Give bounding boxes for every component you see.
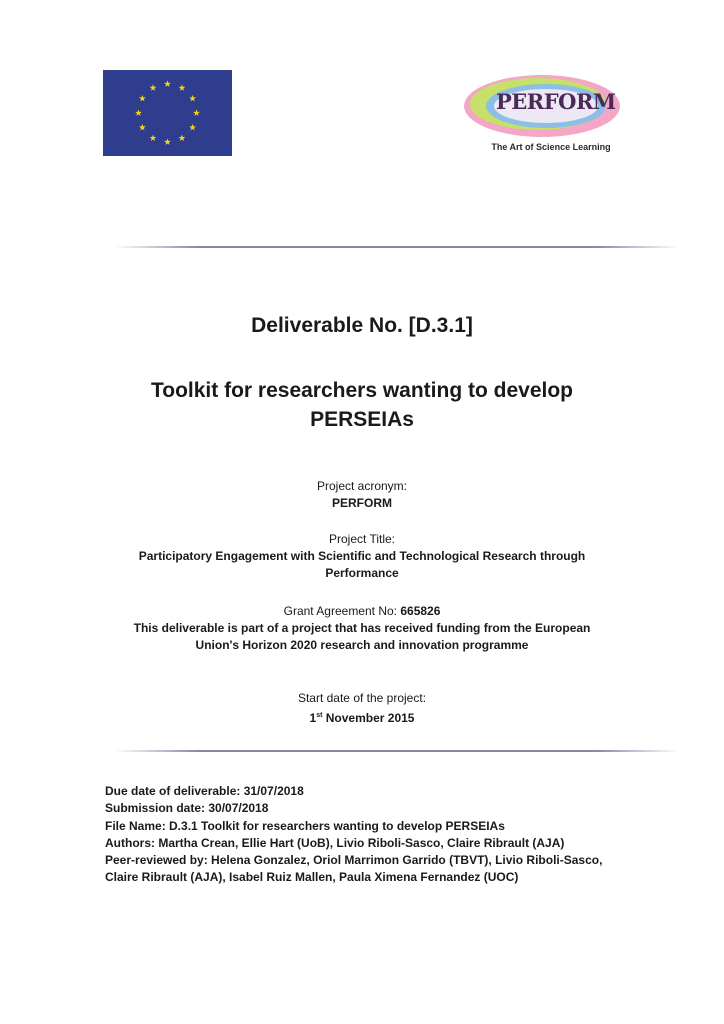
eu-flag — [103, 70, 232, 156]
file-name: File Name: D.3.1 Toolkit for researchers wanting to develop PERSEIAs — [105, 818, 505, 833]
project-title-line2: Performance — [325, 566, 399, 580]
start-date-value — [60, 707, 664, 727]
eu-flag-image — [103, 70, 232, 156]
project-acronym — [60, 478, 664, 512]
start-day-suffix: st — [316, 712, 323, 719]
start-date-label: Start date of the project: — [297, 691, 427, 705]
due-date: Due date of deliverable: 31/07/2018 — [105, 784, 304, 798]
grant-line — [60, 603, 664, 620]
reviewers-line1: Peer-reviewed by: Helena Gonzalez, Oriol Marrimon Garrido (TBVT), Livio Riboli-Sasco, — [105, 853, 603, 868]
logo-wordmark: PERFORM — [496, 89, 616, 114]
project-acronym-value: PERFORM — [332, 496, 392, 510]
reviewers-line2: Claire Ribrault (AJA), Isabel Ruiz Mallen, Paula Ximena Fernandez (UOC) — [105, 870, 519, 885]
start-month-year: November 2015 — [325, 711, 415, 725]
top-divider — [114, 246, 680, 248]
project-title-line1: Participatory Engagement with Scientific and Technological Research through — [138, 549, 586, 563]
bottom-divider — [114, 750, 680, 752]
perform-logo — [462, 72, 624, 156]
project-title-label: Project Title: — [328, 532, 396, 546]
project-title — [60, 531, 664, 582]
grant-label: Grant Agreement No: — [283, 604, 397, 618]
document-title-line2: PERSEIAs — [310, 408, 414, 431]
grant-agreement — [60, 603, 664, 654]
deliverable-metadata — [105, 783, 665, 887]
funding-line1: This deliverable is part of a project that has received funding from the European — [133, 621, 591, 635]
document-title — [60, 376, 664, 434]
project-start-date — [60, 690, 664, 727]
authors: Authors: Martha Crean, Ellie Hart (UoB), Livio Riboli-Sasco, Claire Ribrault (AJA) — [105, 835, 565, 850]
project-acronym-label: Project acronym: — [316, 479, 408, 493]
submission-date: Submission date: 30/07/2018 — [105, 801, 269, 816]
funding-line2: Union's Horizon 2020 research and innovation programme — [195, 638, 529, 652]
deliverable-number: Deliverable No. [D.3.1] — [251, 314, 473, 337]
document-title-line1: Toolkit for researchers wanting to develop — [150, 379, 574, 402]
start-day: 1 — [309, 711, 317, 725]
logo-tagline: The Art of Science Learning — [491, 142, 611, 152]
grant-number: 665826 — [400, 604, 441, 618]
